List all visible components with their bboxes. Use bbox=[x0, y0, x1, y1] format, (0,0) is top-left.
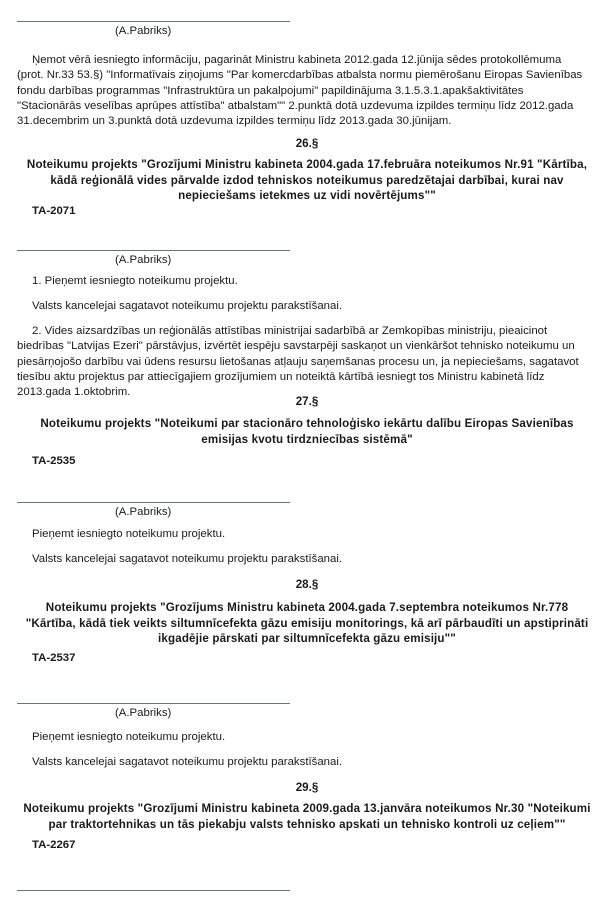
decision-paragraph: 1. Pieņemt iesniegto noteikumu projektu. bbox=[32, 275, 238, 287]
decision-paragraph: Pieņemt iesniegto noteikumu projektu. bbox=[32, 528, 226, 540]
section-number: 26.§ bbox=[295, 137, 319, 150]
decision-paragraph: 2. Vides aizsardzības un reģionālās attīstības ministrijai sadarbībā ar Zemkopības ministriju, pieaicinot biedrības "Latvijas Ezeri" pārstāvjus, izvērtēt iespēju savstarpēji saskaņot un vienkāršot tehnisko noteikumu un piesārņojošo darbību vai ūdens resursu lietošanas atļauju saņemšanas procesu un, ja nepieciešams, sagatavot tiesību aktu projektus par attiecīgajiem grozījumiem un noteiktā kārtībā iesniegt tos Ministru kabinetā līdz 2013.gada 1.oktobrim. bbox=[17, 325, 579, 399]
signer-name: (A.Pabriks) bbox=[115, 707, 172, 719]
signer-name: (A.Pabriks) bbox=[115, 254, 172, 266]
section-number: 27.§ bbox=[295, 395, 319, 408]
decision-paragraph: Valsts kancelejai sagatavot noteikumu projektu parakstīšanai. bbox=[32, 300, 343, 312]
signature-line bbox=[17, 250, 290, 251]
item-title: Noteikumu projekts "Grozījums Ministru kabineta 2004.gada 7.septembra noteikumos Nr.778 "Kārtība, kādā tiek veikts siltumnīcefekta gāzu emisiju monitorings, kā arī pārbaudīti un apstiprināti ikgadējie pārskati par siltumnīcefekta gāzu emisiju"" bbox=[25, 601, 589, 646]
ta-number: TA-2071 bbox=[32, 205, 76, 217]
section-number: 28.§ bbox=[295, 578, 319, 591]
signer-name: (A.Pabriks) bbox=[115, 25, 172, 37]
item-title: Noteikumu projekts "Grozījumi Ministru kabineta 2009.gada 13.janvāra noteikumos Nr.30 "Noteikumi par traktortehnikas un tās piekabju valsts tehnisko apskati un tehnisko kontroli uz ceļiem"" bbox=[23, 802, 591, 831]
item-title: Noteikumu projekts "Noteikumi par stacionāro tehnoloģisko iekārtu dalību Eiropas Savienības emisijas kvotu tirdzniecības sistēmā" bbox=[40, 417, 574, 446]
ta-number: TA-2267 bbox=[32, 839, 76, 851]
signature-line bbox=[17, 890, 290, 891]
decision-paragraph: Valsts kancelejai sagatavot noteikumu projektu parakstīšanai. bbox=[32, 553, 343, 565]
signature-line bbox=[17, 703, 290, 704]
decision-paragraph: Valsts kancelejai sagatavot noteikumu projektu parakstīšanai. bbox=[32, 756, 343, 768]
ta-number: TA-2535 bbox=[32, 455, 76, 467]
item-title: Noteikumu projekts "Grozījumi Ministru kabineta 2004.gada 17.februāra noteikumos Nr.91 "Kārtība, kādā reģionālā vides pārvalde izdod tehniskos noteikumus paredzētajai darbībai, kurai nav nepieciešams ietekmes uz vidi novērtējums"" bbox=[26, 158, 588, 203]
decision-paragraph: Pieņemt iesniegto noteikumu projektu. bbox=[32, 731, 226, 743]
signature-line bbox=[17, 21, 290, 22]
signer-name: (A.Pabriks) bbox=[115, 506, 172, 518]
section-number: 29.§ bbox=[295, 781, 319, 794]
signature-line bbox=[17, 502, 290, 503]
ta-number: TA-2537 bbox=[32, 652, 76, 664]
decision-paragraph: Ņemot vērā iesniegto informāciju, pagarināt Ministru kabineta 2012.gada 12.jūnija sēdes protokollēmuma (prot. Nr.33 53.§) "Informatīvais ziņojums "Par komercdarbības atbalsta normu piemērošanu Eiropas Savienības fondu darbības programmas "Infrastruktūra un pakalpojumi" papildinājuma 3.1.5.3.1.apakšaktivitātes "Stacionārās veselības aprūpes attīstība" atbalstam"" 2.punktā dotā uzdevuma izpildes termiņu līdz 2012.gada 31.decembrim un 3.punktā dotā uzdevuma izpildes termiņu līdz 2013.gada 30.jūnijam. bbox=[17, 54, 583, 128]
